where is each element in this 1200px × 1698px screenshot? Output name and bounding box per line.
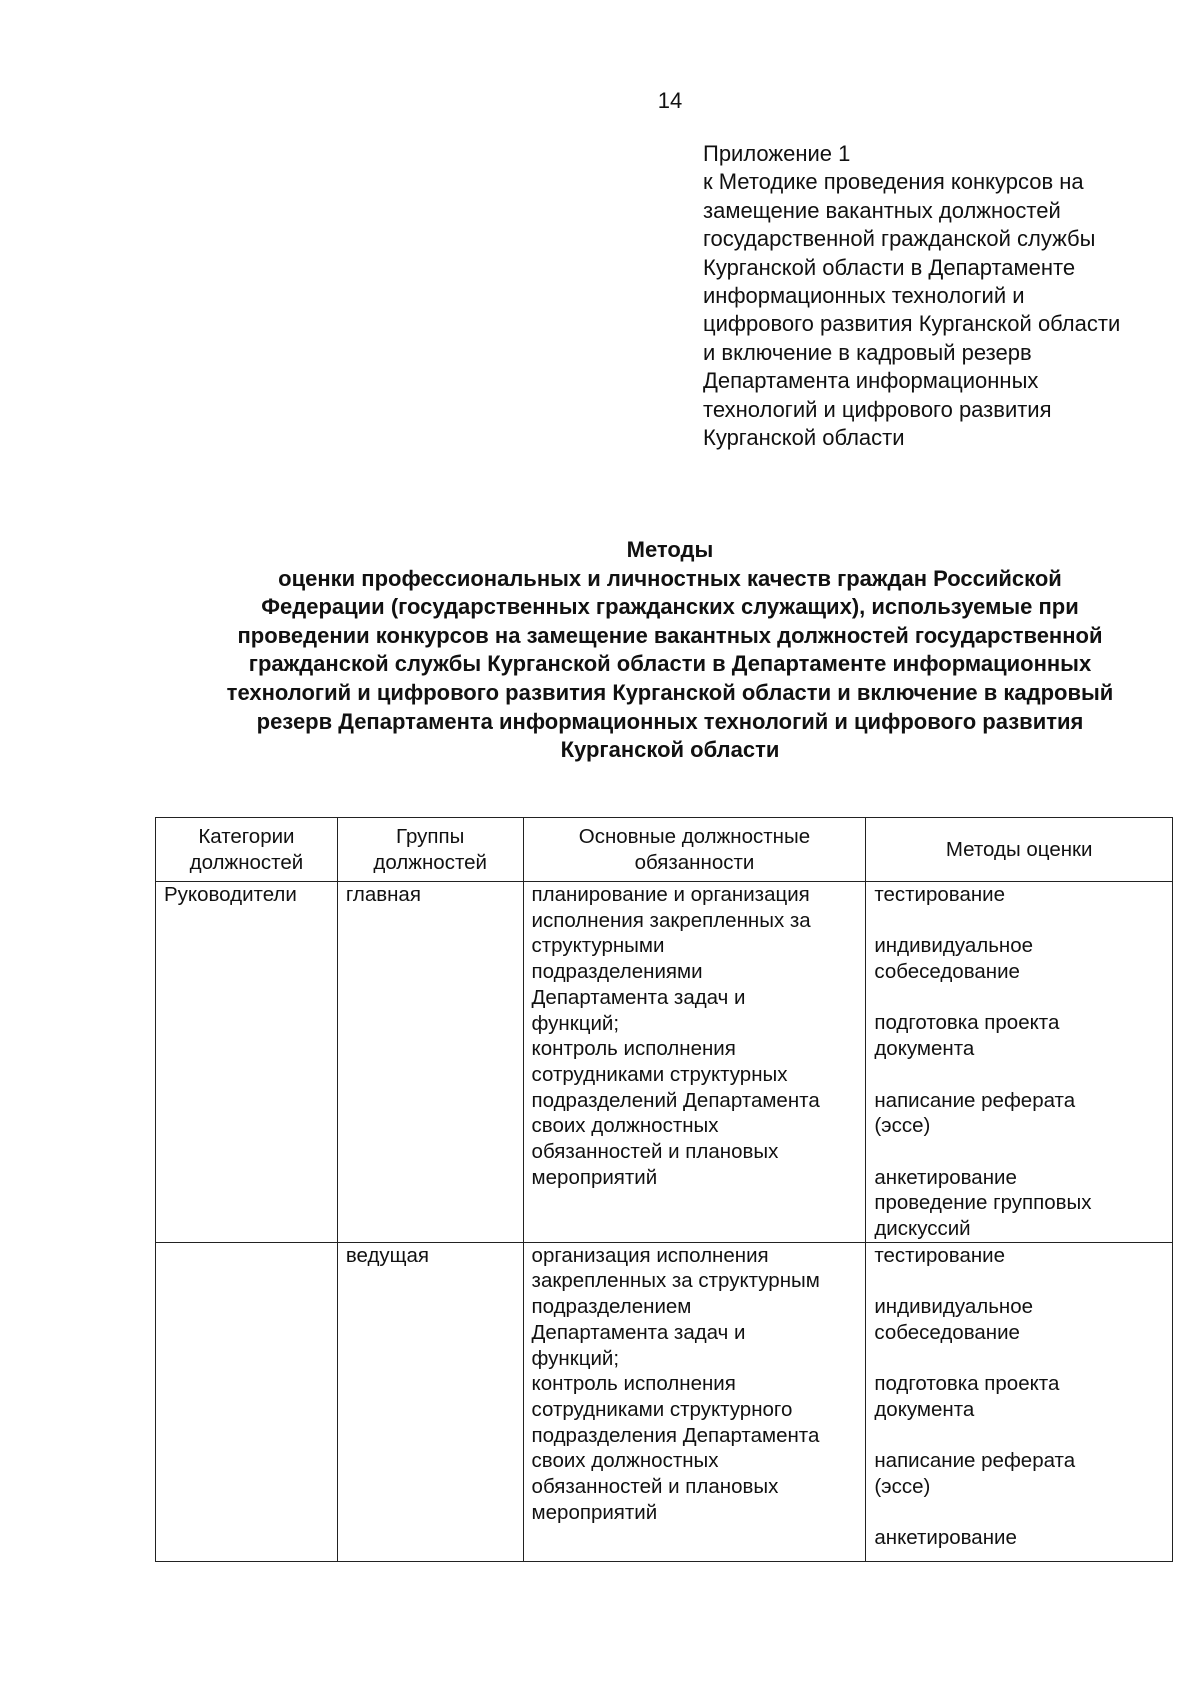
duty-line: обязанностей и плановых [531, 1140, 779, 1164]
methods-table [155, 817, 1173, 1562]
duty-line: сотрудниками структурного [531, 1398, 793, 1421]
method-line: тестирование [874, 1243, 1006, 1267]
duty-line: подразделений Департамента [531, 1088, 820, 1112]
appendix-line: Курганской области в Департаменте [703, 254, 1076, 280]
cell-group: ведущая [337, 1242, 523, 1561]
method-line: (эссе) [874, 1114, 931, 1138]
title-line: проведении конкурсов на замещение вакантных должностей государственной [237, 622, 1103, 648]
table-row [156, 1242, 1173, 1561]
title-line: гражданской службы Курганской области в Департаменте информационных [248, 651, 1092, 677]
title-line: резерв Департамента информационных технологий и цифрового развития [256, 708, 1084, 734]
method-line: собеседование [874, 1320, 1020, 1344]
method-spacer [874, 908, 1164, 934]
method-line: (эссе) [874, 1475, 931, 1499]
duty-line: планирование и организация [531, 883, 810, 906]
title-line: технологий и цифрового развития Курганской области и включение в кадровый [226, 679, 1114, 705]
duty-line: функций; [531, 1346, 620, 1370]
duty-line: контроль исполнения [531, 1372, 736, 1396]
method-line: собеседование [874, 960, 1020, 984]
appendix-line: к Методике проведения конкурсов на [703, 169, 1084, 195]
header-line: обязанности [634, 850, 755, 874]
duty-line: организация исполнения [531, 1243, 769, 1267]
method-line: написание реферата [874, 1088, 1076, 1112]
method-line: тестирование [874, 883, 1006, 906]
duty-line: функций; [531, 1011, 620, 1035]
duty-line: обязанностей и плановых [531, 1475, 779, 1499]
header-line: должностей [373, 850, 487, 874]
duty-line: контроль исполнения [531, 1037, 736, 1061]
appendix-line: государственной гражданской службы [703, 226, 1096, 252]
method-spacer [874, 1346, 1164, 1372]
cell-category: Руководители [156, 882, 338, 1243]
duty-line: подразделениями [531, 960, 703, 984]
header-line: Категории [198, 824, 295, 848]
duty-line: структурными [531, 934, 665, 958]
appendix-line: Курганской области [703, 425, 905, 451]
appendix-note [703, 140, 1183, 452]
header-category [156, 818, 338, 882]
duty-line: мероприятий [531, 1165, 658, 1189]
duty-line: Департамента задач и [531, 1320, 746, 1344]
appendix-line: цифрового развития Курганской области [703, 311, 1121, 337]
method-line: подготовка проекта [874, 1011, 1060, 1035]
title-line: Курганской области [560, 737, 780, 763]
appendix-line: технологий и цифрового развития [703, 396, 1052, 422]
duty-line: сотрудниками структурных [531, 1062, 788, 1086]
method-spacer [874, 1500, 1164, 1526]
method-line: документа [874, 1397, 975, 1421]
header-methods [866, 818, 1173, 882]
header-group [337, 818, 523, 882]
cell-duties [523, 1242, 866, 1561]
duty-line: исполнения закрепленных за [531, 908, 811, 932]
cell-duties [523, 882, 866, 1243]
duty-line: мероприятий [531, 1500, 658, 1524]
method-spacer [874, 1062, 1164, 1088]
method-line: анкетирование [874, 1165, 1017, 1189]
duty-line: Департамента задач и [531, 985, 746, 1009]
page-number: 14 [657, 88, 683, 113]
document-title [140, 536, 1200, 765]
header-line: Группы [396, 824, 465, 848]
method-line: анкетирование [874, 1526, 1017, 1550]
method-line: документа [874, 1037, 975, 1061]
duty-line: подразделением [531, 1295, 692, 1319]
appendix-line: Приложение 1 [703, 141, 851, 166]
method-line: дискуссий [874, 1217, 971, 1241]
title-line: оценки профессиональных и личностных качеств граждан Российской [278, 565, 1062, 591]
header-line: Основные должностные [578, 824, 811, 848]
cell-methods [866, 1242, 1173, 1561]
duty-line: подразделения Департамента [531, 1423, 820, 1447]
appendix-line: Департамента информационных [703, 368, 1039, 394]
table-row [156, 882, 1173, 1243]
appendix-line: и включение в кадровый резерв [703, 339, 1032, 365]
cell-category [156, 1242, 338, 1561]
header-line: должностей [189, 850, 304, 874]
duty-line: своих должностных [531, 1449, 719, 1473]
table-header-row [156, 818, 1173, 882]
method-line: написание реферата [874, 1449, 1076, 1473]
method-spacer [874, 985, 1164, 1011]
header-line: Методы оценки [945, 837, 1093, 861]
method-line: подготовка проекта [874, 1372, 1060, 1396]
cell-methods [866, 882, 1173, 1243]
method-spacer [874, 1423, 1164, 1449]
title-line: Федерации (государственных гражданских служащих), используемые при [261, 594, 1079, 620]
duty-line: закрепленных за структурным [531, 1269, 820, 1293]
method-spacer [874, 1268, 1164, 1294]
duty-line: своих должностных [531, 1114, 719, 1138]
cell-group: главная [337, 882, 523, 1243]
appendix-line: информационных технологий и [703, 283, 1025, 309]
method-line: индивидуальное [874, 1295, 1034, 1319]
method-line: индивидуальное [874, 934, 1034, 958]
appendix-line: замещение вакантных должностей [703, 197, 1061, 223]
method-spacer [874, 1139, 1164, 1165]
method-line: проведение групповых [874, 1191, 1092, 1215]
title-line: Методы [626, 537, 714, 562]
header-duties [523, 818, 866, 882]
